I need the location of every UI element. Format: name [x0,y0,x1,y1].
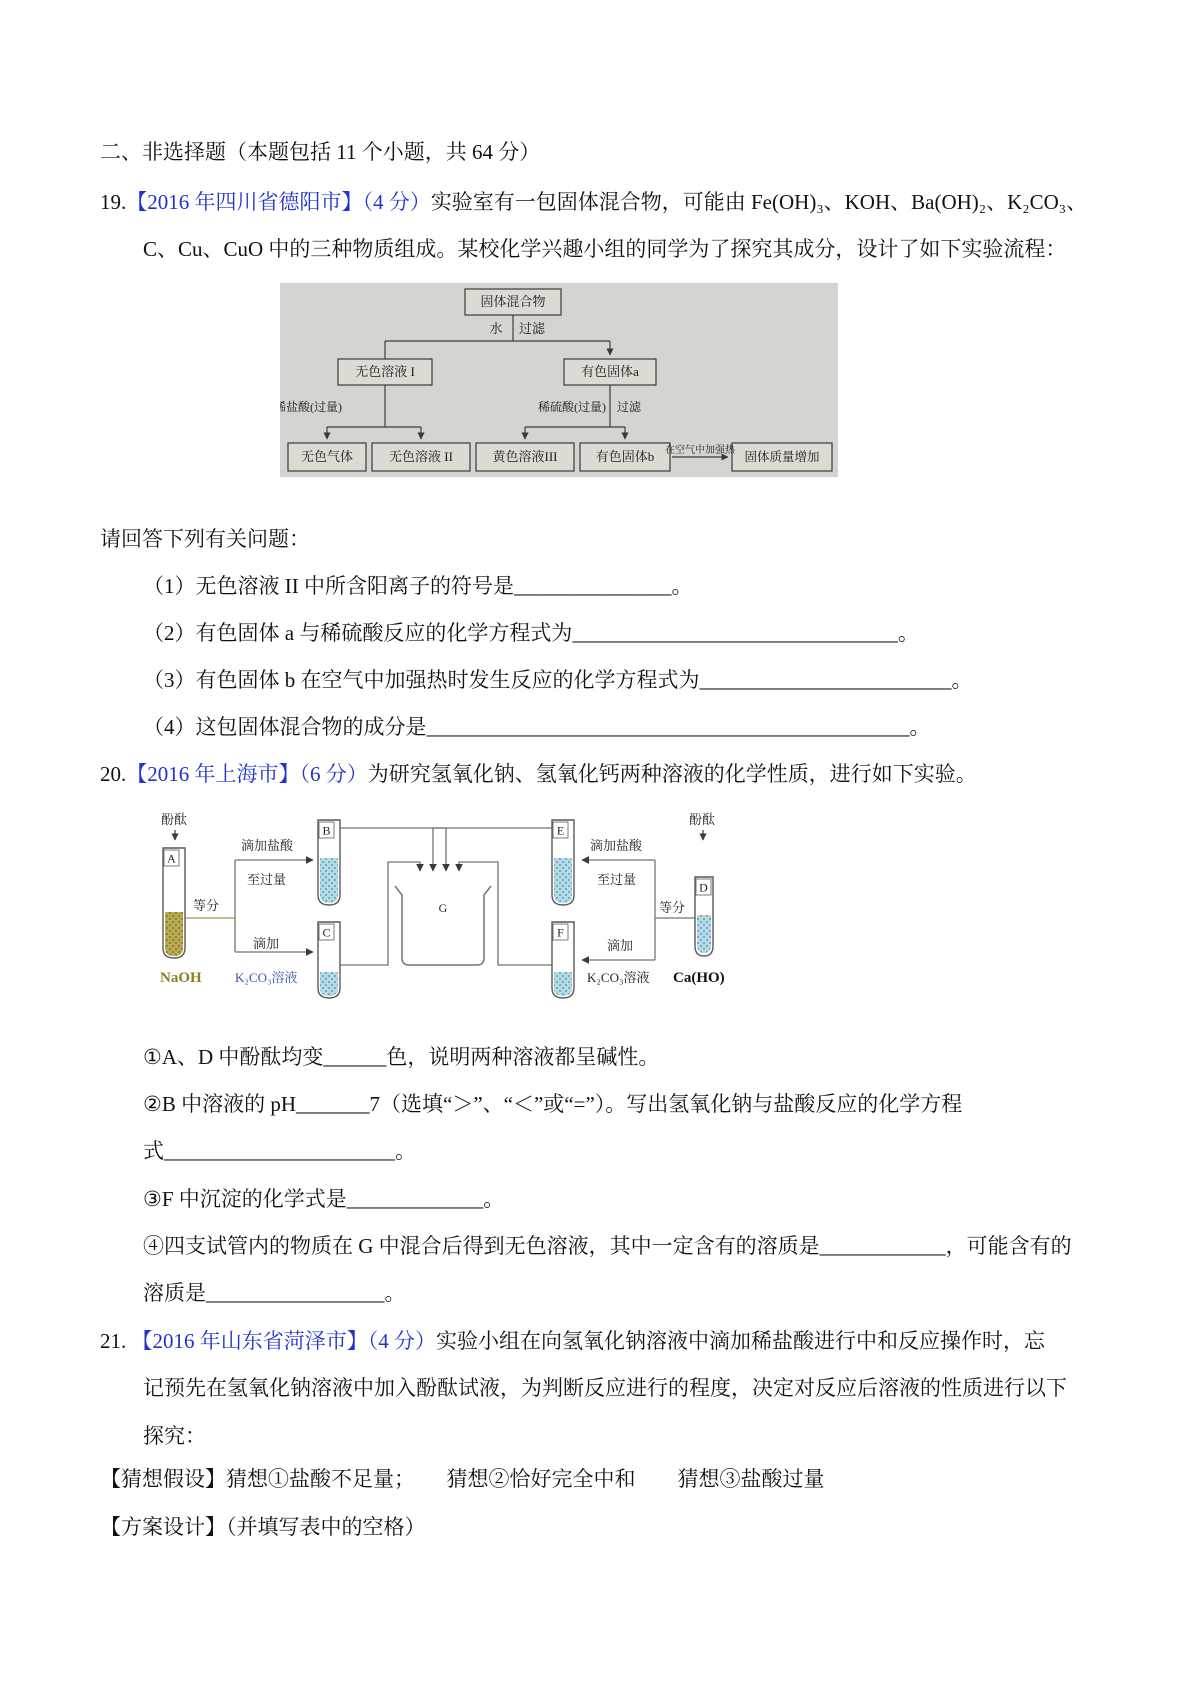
tube-letter-e: E [556,823,565,838]
liquid-b [320,858,338,903]
caho-label: Ca(HO) [673,970,725,986]
tube-letter-a: A [167,851,176,866]
to-excess-left-label: 至过量 [247,872,287,887]
q21-heading [100,1326,1045,1356]
q20-sub2-line1: ②B 中溶液的 pH_______7（选填“＞”、“＜”或“=”）。写出氢氧化钠与盐酸反应的化学方程 [143,1092,963,1116]
q21-plan-design: 【方案设计】（并填写表中的空格） [100,1515,426,1539]
label-solid-mixture: 固体混合物 [480,294,546,309]
q21-line3: 探究： [143,1424,206,1448]
q20-number: 20. [100,762,127,786]
q21-guess-hypothesis: 【猜想假设】猜想①盐酸不足量； 猜想②恰好完全中和 猜想③盐酸过量 [100,1467,825,1491]
label-heat-in-air: 在空气中加强热 [665,445,735,456]
add-hcl-right-label: 滴加盐酸 [590,838,643,853]
phenolphthalein-right-label: 酚酞 [689,812,716,827]
flowchart-boxes [288,289,832,471]
q20-sub4-line1: ④四支试管内的物质在 G 中混合后得到无色溶液，其中一定含有的溶质是____________，可能含有的 [143,1234,1072,1258]
liquid-e [554,858,572,903]
q20-diagram-svg [135,800,1065,1000]
label-colorless-solution-1: 无色溶液 I [355,364,415,379]
q20-sub4-line2: 溶质是_________________。 [143,1281,406,1305]
q21-line1: 实验小组在向氢氧化钠溶液中滴加稀盐酸进行中和反应操作时，忘 [436,1329,1045,1353]
q19-number: 19. [100,190,127,214]
beaker-g [395,886,491,965]
q20-sub2-line2: 式______________________。 [143,1139,416,1163]
phenolphthalein-left-label: 酚酞 [161,812,188,827]
add-left-label: 滴加 [253,936,280,951]
label-filter-2: 过滤 [617,400,642,414]
q19-intro-line1: 实验室有一包固体混合物，可能由 Fe(OH)₃、KOH、Ba(OH)₂、K₂CO₃、 [430,190,1088,214]
section-header: 二、非选择题（本题包括 11 个小题，共 64 分） [100,140,541,164]
q21-number: 21. [100,1329,132,1353]
label-filter-1: 过滤 [518,321,546,336]
q19-flowchart-svg [280,283,838,477]
q19-sub2: （2）有色固体 a 与稀硫酸反应的化学方程式为_______________________________。 [143,621,919,645]
add-right-label: 滴加 [607,938,634,953]
k2co3-right-label: K₂CO₃溶液 [587,970,650,985]
q19-prompt: 请回答下列有关问题： [100,527,310,551]
flowchart-connectors [327,315,728,457]
to-excess-right-label: 至过量 [597,872,637,887]
beaker-letter-g: G [438,901,448,915]
q19-sub4: （4）这包固体混合物的成分是______________________________________________。 [143,715,931,739]
liquid-f [554,972,572,996]
label-colored-solid-a: 有色固体a [581,364,639,379]
q19-intro-line2: C、Cu、CuO 中的三种物质组成。某校化学兴趣小组的同学为了探究其成分，设计了如下实验流程： [143,237,1067,261]
q19-heading [100,187,1087,217]
tube-letter-f: F [557,925,564,940]
label-colorless-solution-2: 无色溶液 II [389,449,453,464]
label-water: 水 [489,321,503,336]
label-colored-solid-b: 有色固体b [595,449,655,464]
q20-intro: 为研究氢氧化钠、氢氧化钙两种溶液的化学性质，进行如下实验。 [367,762,977,786]
liquid-a [165,912,183,956]
liquid-d [697,915,711,953]
q20-sub1: ①A、D 中酚酞均变______色，说明两种溶液都呈碱性。 [143,1045,660,1069]
q20-source: 【2016 年上海市】（6 分） [126,762,368,786]
q21-source: 【2016 年山东省菏泽市】（4 分） [131,1329,436,1353]
liquid-c [320,972,338,996]
q20-heading [100,759,977,789]
q20-sub3: ③F 中沉淀的化学式是_____________。 [143,1187,505,1211]
tube-letter-d: D [699,880,708,895]
tube-letter-c: C [322,925,331,940]
label-dilute-h2so4: 稀硫酸(过量) [538,400,606,414]
k2co3-left-label: K₂CO₃溶液 [235,970,298,985]
add-hcl-left-label: 滴加盐酸 [241,838,294,853]
q19-source: 【2016 年四川省德阳市】（4 分） [126,190,431,214]
naoh-label: NaOH [160,970,202,986]
q19-sub1: （1）无色溶液 II 中所含阳离子的符号是_______________。 [143,574,693,598]
tube-letter-b: B [322,823,331,838]
q20-diagram [135,800,1065,1000]
label-yellow-solution-3: 黄色溶液III [492,449,558,464]
equal-split-right-label: 等分 [659,900,686,915]
q19-flowchart [280,283,838,477]
q21-line2: 记预先在氢氧化钠溶液中加入酚酞试液，为判断反应进行的程度，决定对反应后溶液的性质进行以下 [143,1376,1067,1400]
label-solid-mass-increase: 固体质量增加 [744,450,820,464]
equal-split-left-label: 等分 [193,898,220,913]
q19-sub3: （3）有色固体 b 在空气中加强热时发生反应的化学方程式为________________________。 [143,668,973,692]
label-colorless-gas: 无色气体 [300,449,354,464]
label-dilute-hcl: 稀盐酸(过量) [280,400,342,414]
